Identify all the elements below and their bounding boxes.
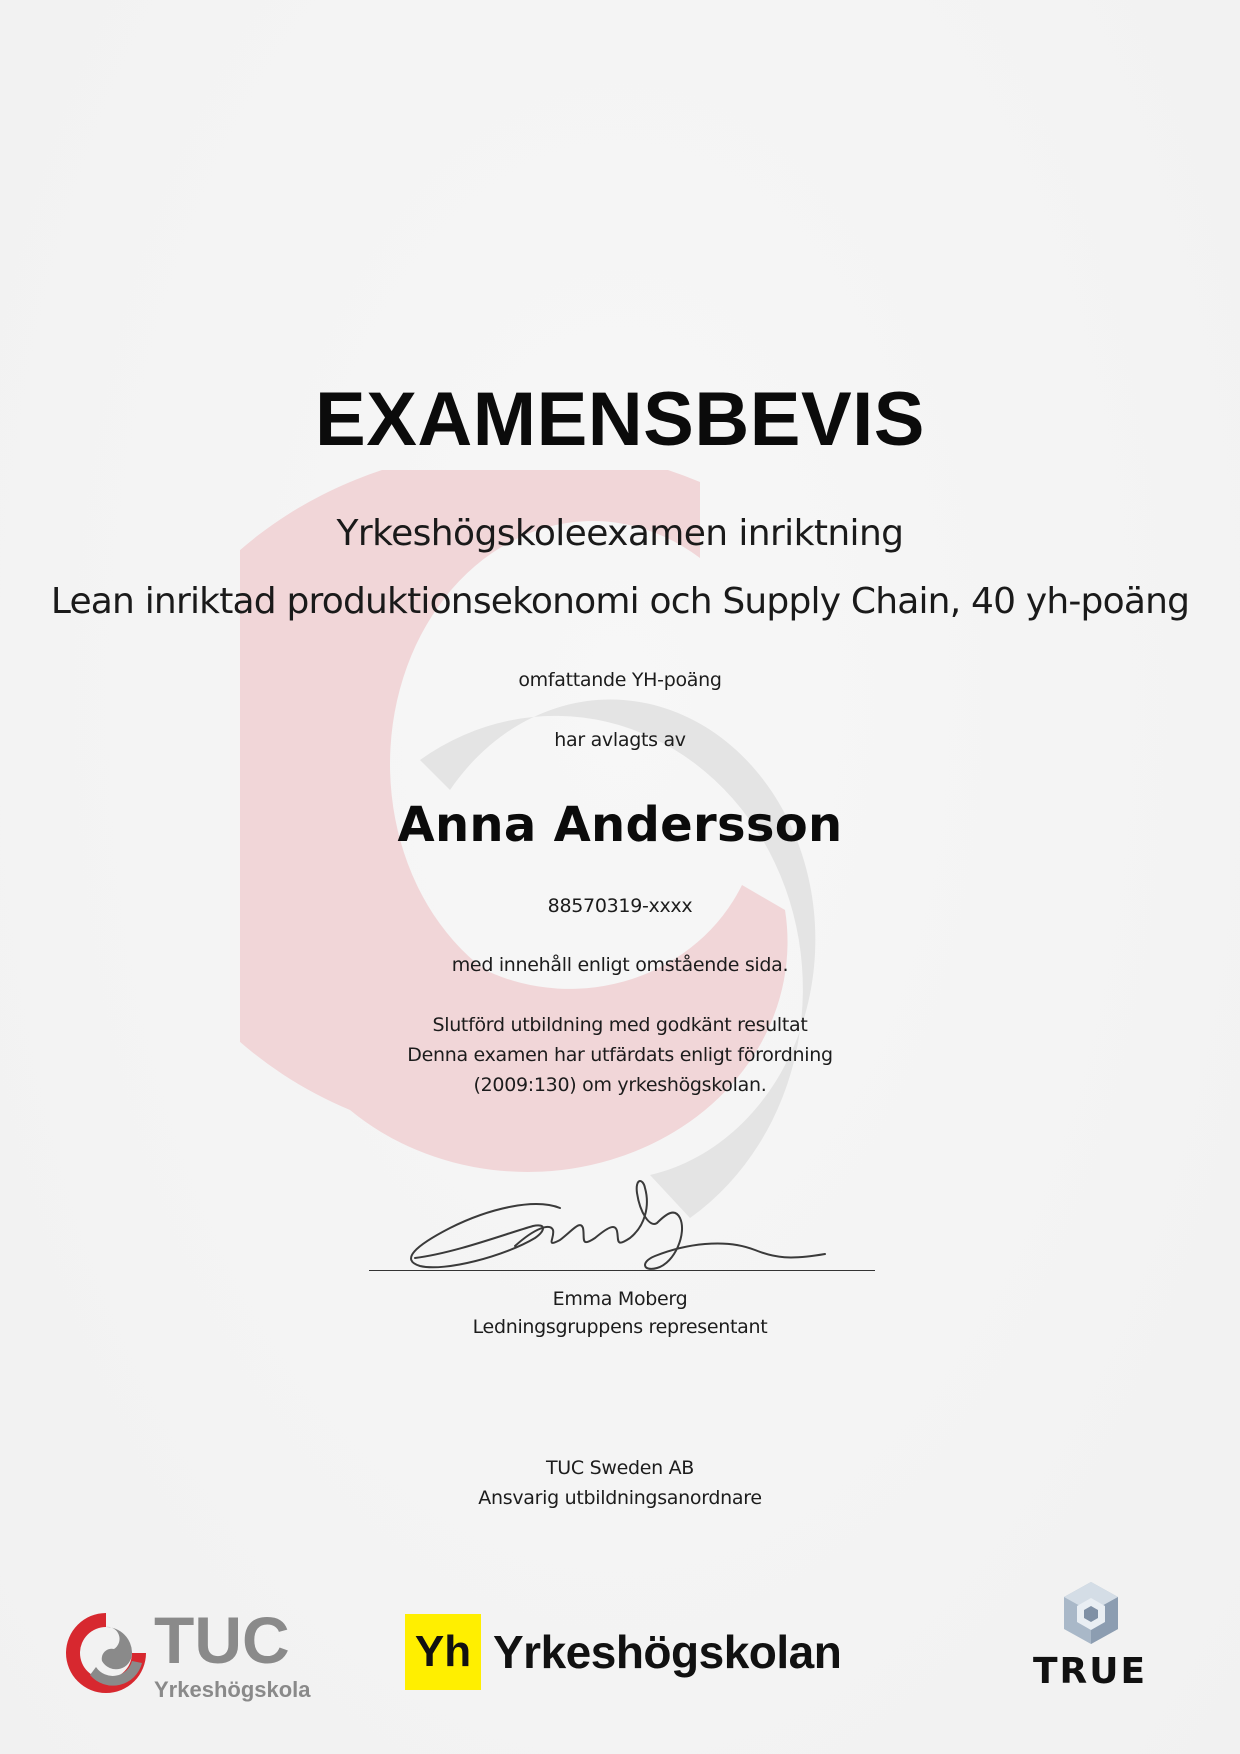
- signer-block: [0, 1285, 1240, 1341]
- true-cube-icon: [1060, 1580, 1122, 1646]
- recipient-name: Anna Andersson: [397, 797, 843, 853]
- signer-name: Emma Moberg: [552, 1288, 688, 1310]
- yh-logo: [405, 1614, 845, 1694]
- legal-line: Slutförd utbildning med godkänt resultat: [432, 1014, 808, 1036]
- signature-line: [369, 1270, 875, 1271]
- legal-line: (2009:130) om yrkeshögskolan.: [473, 1074, 767, 1096]
- signer-role: Ledningsgruppens representant: [472, 1316, 768, 1338]
- tuc-swirl-icon: [66, 1613, 146, 1693]
- provider-role: Ansvarig utbildningsanordnare: [478, 1487, 762, 1509]
- tuc-logo-sub: Yrkeshögskola: [154, 1677, 311, 1702]
- program-name: Lean inriktad produktionsekonomi och Supply Chain, 40 yh-poäng: [50, 581, 1190, 622]
- tuc-logo-main: TUC: [154, 1605, 290, 1677]
- personal-number: 88570319-xxxx: [547, 895, 693, 917]
- certificate-title: EXAMENSBEVIS: [315, 377, 925, 462]
- true-logo-text: TRUE: [1032, 1651, 1148, 1692]
- handwritten-signature: [395, 1168, 845, 1273]
- legal-line: Denna examen har utfärdats enligt förordning: [407, 1044, 833, 1066]
- provider-block: [0, 1453, 1240, 1513]
- awarded-to-label: har avlagts av: [554, 729, 686, 751]
- degree-type: Yrkeshögskoleexamen inriktning: [336, 513, 904, 554]
- legal-text: [0, 1010, 1240, 1100]
- content-reference: med innehåll enligt omstående sida.: [451, 954, 789, 976]
- tuc-logo: [66, 1605, 336, 1705]
- true-logo: [1025, 1580, 1155, 1700]
- points-note: omfattande YH-poäng: [518, 669, 722, 691]
- yh-logo-badge: Yh: [405, 1614, 481, 1690]
- provider-name: TUC Sweden AB: [545, 1457, 695, 1479]
- yh-logo-text: Yrkeshögskolan: [493, 1626, 842, 1678]
